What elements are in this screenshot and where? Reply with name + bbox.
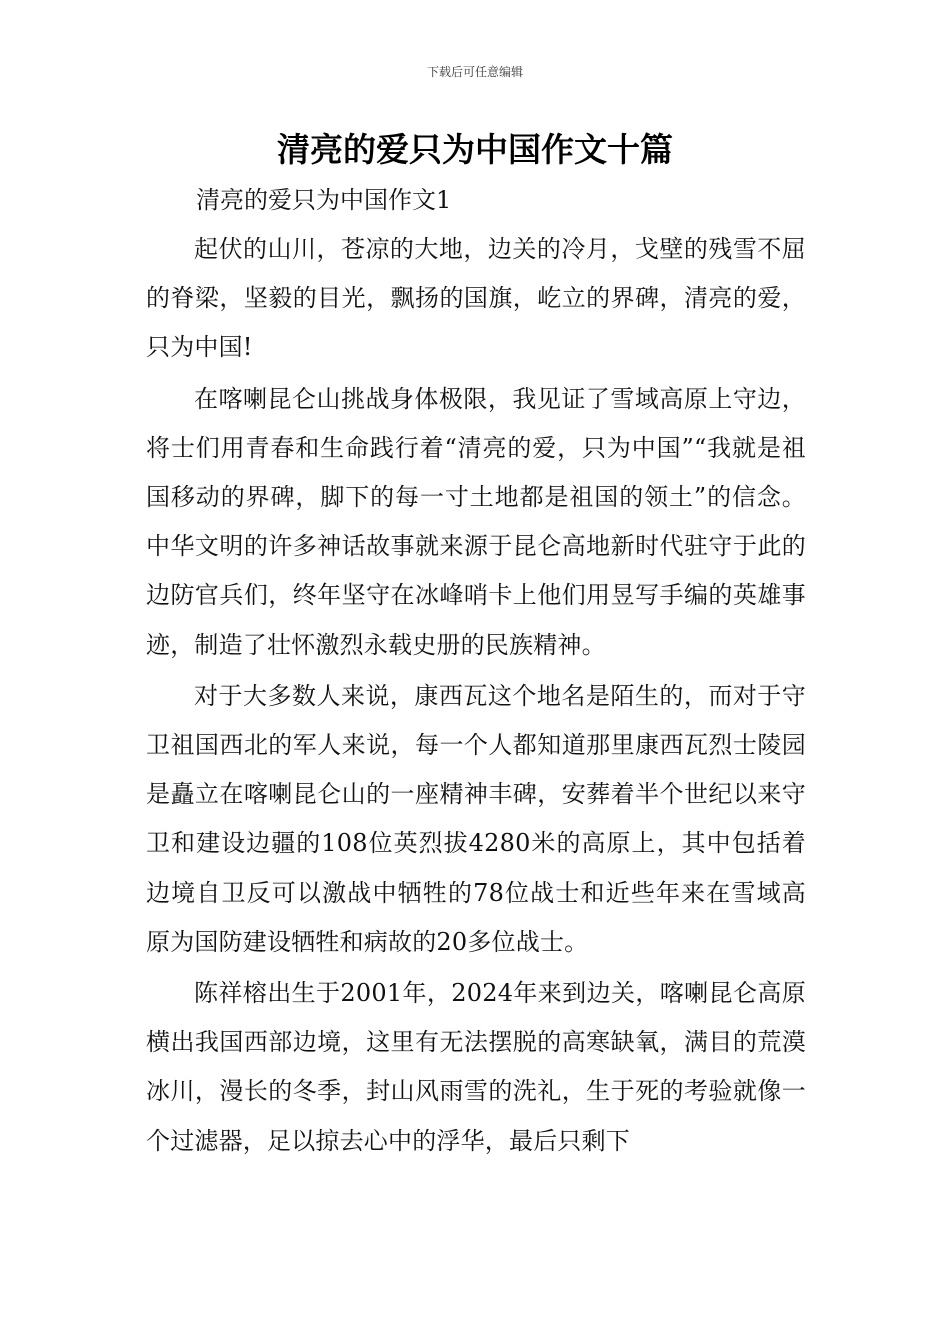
paragraph-1: 起伏的山川，苍凉的大地，边关的冷月，戈壁的残雪不屈的脊梁，坚毅的目光，飘扬的国旗，屹立的界碑，清亮的爱，只为中国! xyxy=(146,235,806,362)
paragraph-2: 在喀喇昆仑山挑战身体极限，我见证了雪域高原上守边，将士们用青春和生命践行着“清亮的爱，只为中国”“我就是祖国移动的界碑，脚下的每一寸土地都是祖国的领土”的信念。中华文明的许多神话故事就来源于昆仑高地新时代驻守于此的边防官兵们，终年坚守在冰峰哨卡上他们用昱写手编的英雄事迹，制造了壮怀激烈永载史册的民族精神。 xyxy=(146,384,806,659)
document-subtitle: 清亮的爱只为中国作文1 xyxy=(196,186,452,214)
paragraph-3: 对于大多数人来说，康西瓦这个地名是陌生的，而对于守卫祖国西北的军人来说，每一个人都知道那里康西瓦烈士陵园是矗立在喀喇昆仑山的一座精神丰碑，安葬着半个世纪以来守卫和建设边疆的108位英烈拔4280米的高原上，其中包括着边境自卫反可以激战中牺牲的78位战士和近些年来在雪域高原为国防建设牺牲和病故的20多位战士。 xyxy=(146,681,806,956)
header-note: 下载后可任意编辑 xyxy=(426,65,523,79)
document-body xyxy=(146,225,806,1168)
paragraph-4: 陈祥榕出生于2001年，2024年来到边关，喀喇昆仑高原横出我国西部边境，这里有无法摆脱的高寒缺氧，满目的荒漠冰川，漫长的冬季，封山风雨雪的洗礼，生于死的考验就像一个过滤器，足以掠去心中的浮华，最后只剩下 xyxy=(146,979,806,1155)
document-title: 清亮的爱只为中国作文十篇 xyxy=(277,130,673,169)
